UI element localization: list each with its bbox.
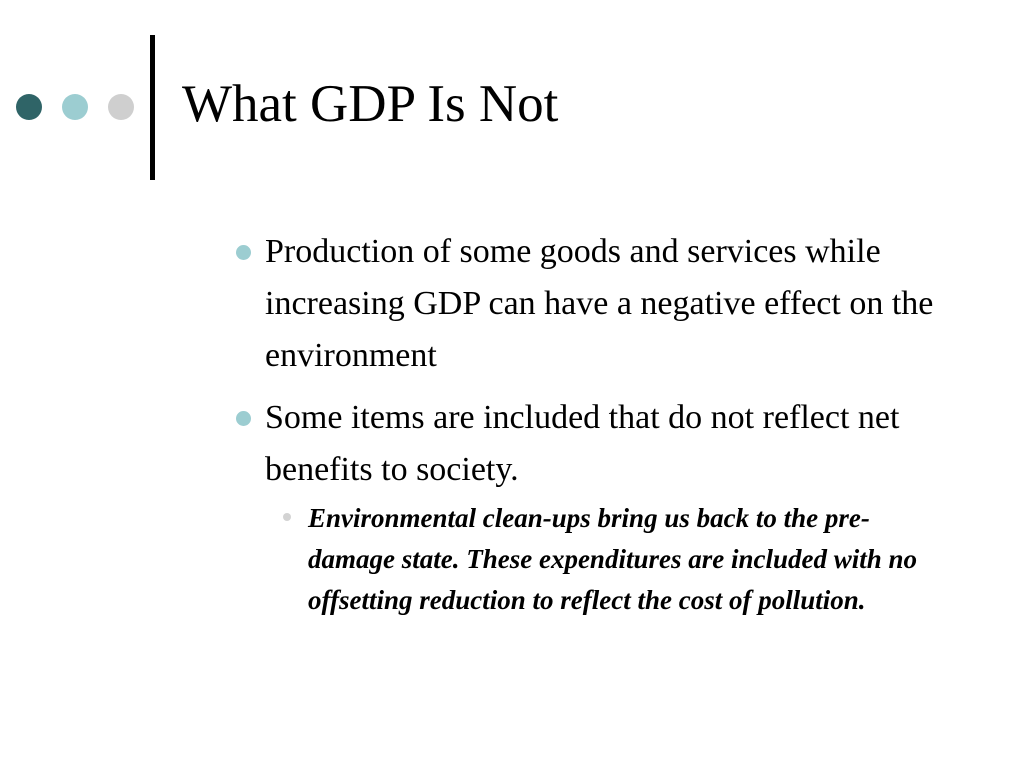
decorative-dots	[16, 94, 134, 120]
sub-bullet-list	[280, 498, 920, 621]
light-teal-dot-icon	[62, 94, 88, 120]
gray-dot-icon	[108, 94, 134, 120]
bullet-item	[236, 392, 956, 496]
slide-title: What GDP Is Not	[182, 75, 559, 133]
bullet-text: Some items are included that do not reflect net benefits to society.	[265, 399, 900, 488]
sub-bullet-dot-icon	[283, 513, 291, 521]
dark-teal-dot-icon	[16, 94, 42, 120]
sub-bullet-text: Environmental clean-ups bring us back to the pre-damage state. These expenditures are included with no offsetting reduction to reflect the cost of pollution.	[308, 503, 918, 615]
sub-bullet-item	[280, 498, 920, 621]
bullet-list	[236, 226, 956, 621]
title-divider	[150, 35, 155, 180]
bullet-text: Production of some goods and services while increasing GDP can have a negative effect on the environment	[265, 233, 934, 374]
bullet-item	[236, 226, 956, 382]
bullet-dot-icon	[236, 411, 251, 426]
bullet-dot-icon	[236, 245, 251, 260]
